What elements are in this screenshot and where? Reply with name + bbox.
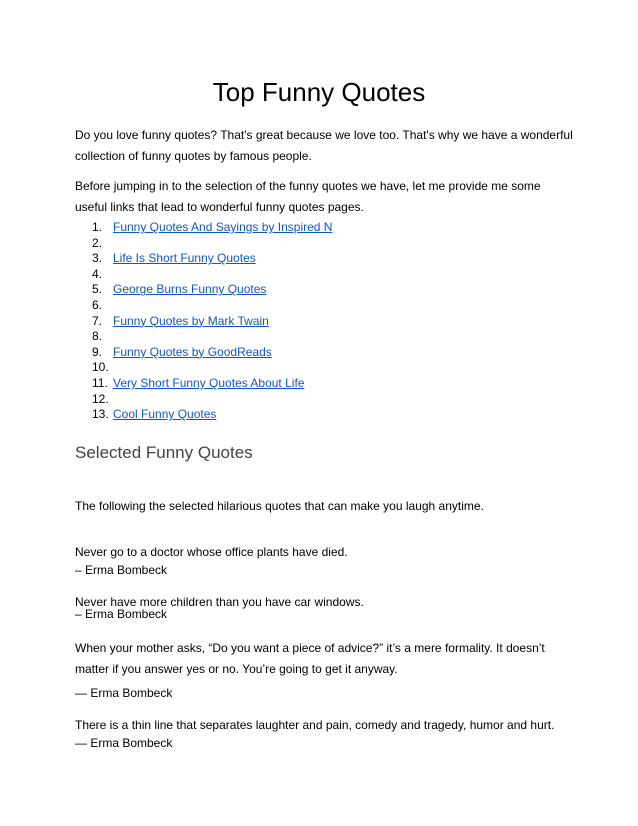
list-item <box>75 360 555 376</box>
list-number: 9. <box>92 344 103 359</box>
list-number: 8. <box>92 329 103 344</box>
list-number: 11. <box>92 375 108 390</box>
intro-paragraph-1: Do you love funny quotes? That's great because we love too. That's why we have a wonderful collection of funny quotes by famous people. <box>75 128 573 163</box>
list-item <box>75 329 555 345</box>
list-item <box>75 298 555 314</box>
list-item <box>75 220 555 236</box>
intro-paragraph-2: Before jumping in to the selection of the funny quotes we have, let me provide me some useful links that lead to wonderful funny quotes pages. <box>75 179 541 214</box>
quote-3-author: — Erma Bombeck <box>75 686 173 700</box>
list-item <box>75 314 555 330</box>
list-number: 3. <box>92 251 103 266</box>
list-item <box>75 392 555 408</box>
quote-4-text: There is a thin line that separates laughter and pain, comedy and tragedy, humor and hurt. <box>75 718 555 732</box>
quote-2-author: – Erma Bombeck <box>75 607 168 621</box>
list-item <box>75 236 555 252</box>
quote-4-author: — Erma Bombeck <box>75 736 173 750</box>
list-item <box>75 345 555 361</box>
list-number: 10. <box>92 360 109 375</box>
quote-1-author: – Erma Bombeck <box>75 563 168 577</box>
list-item <box>75 407 555 423</box>
list-number: 2. <box>92 235 103 250</box>
list-number: 5. <box>92 282 103 297</box>
quote-1-text: Never go to a doctor whose office plants have died. <box>75 545 348 559</box>
section-heading: Selected Funny Quotes <box>75 443 253 462</box>
list-number: 13. <box>92 407 109 422</box>
page-title: Top Funny Quotes <box>212 77 426 107</box>
quote-2-text: Never have more children than you have car windows. <box>75 595 364 609</box>
link-cool-funny[interactable]: Cool Funny Quotes <box>113 407 217 422</box>
links-list <box>75 220 555 423</box>
link-goodreads[interactable]: Funny Quotes by GoodReads <box>113 344 272 359</box>
link-george-burns[interactable]: George Burns Funny Quotes <box>113 282 267 297</box>
list-item <box>75 282 555 298</box>
list-item <box>75 376 555 392</box>
list-number: 1. <box>92 220 103 234</box>
selected-intro: The following the selected hilarious quotes that can make you laugh anytime. <box>75 499 484 513</box>
list-number: 12. <box>92 391 109 406</box>
quote-3-text: When your mother asks, “Do you want a piece of advice?” it’s a mere formality. It doesn’t matter if you answer yes or no. You’re going to get it anyway. <box>75 641 545 676</box>
link-life-is-short[interactable]: Life Is Short Funny Quotes <box>113 251 256 266</box>
list-number: 4. <box>92 266 103 281</box>
list-number: 7. <box>92 313 103 328</box>
link-very-short[interactable]: Very Short Funny Quotes About Life <box>113 375 305 390</box>
list-number: 6. <box>92 297 103 312</box>
list-item <box>75 251 555 267</box>
link-mark-twain[interactable]: Funny Quotes by Mark Twain <box>113 313 269 328</box>
link-inspired[interactable]: Funny Quotes And Sayings by Inspired N <box>113 220 333 234</box>
list-item <box>75 267 555 283</box>
